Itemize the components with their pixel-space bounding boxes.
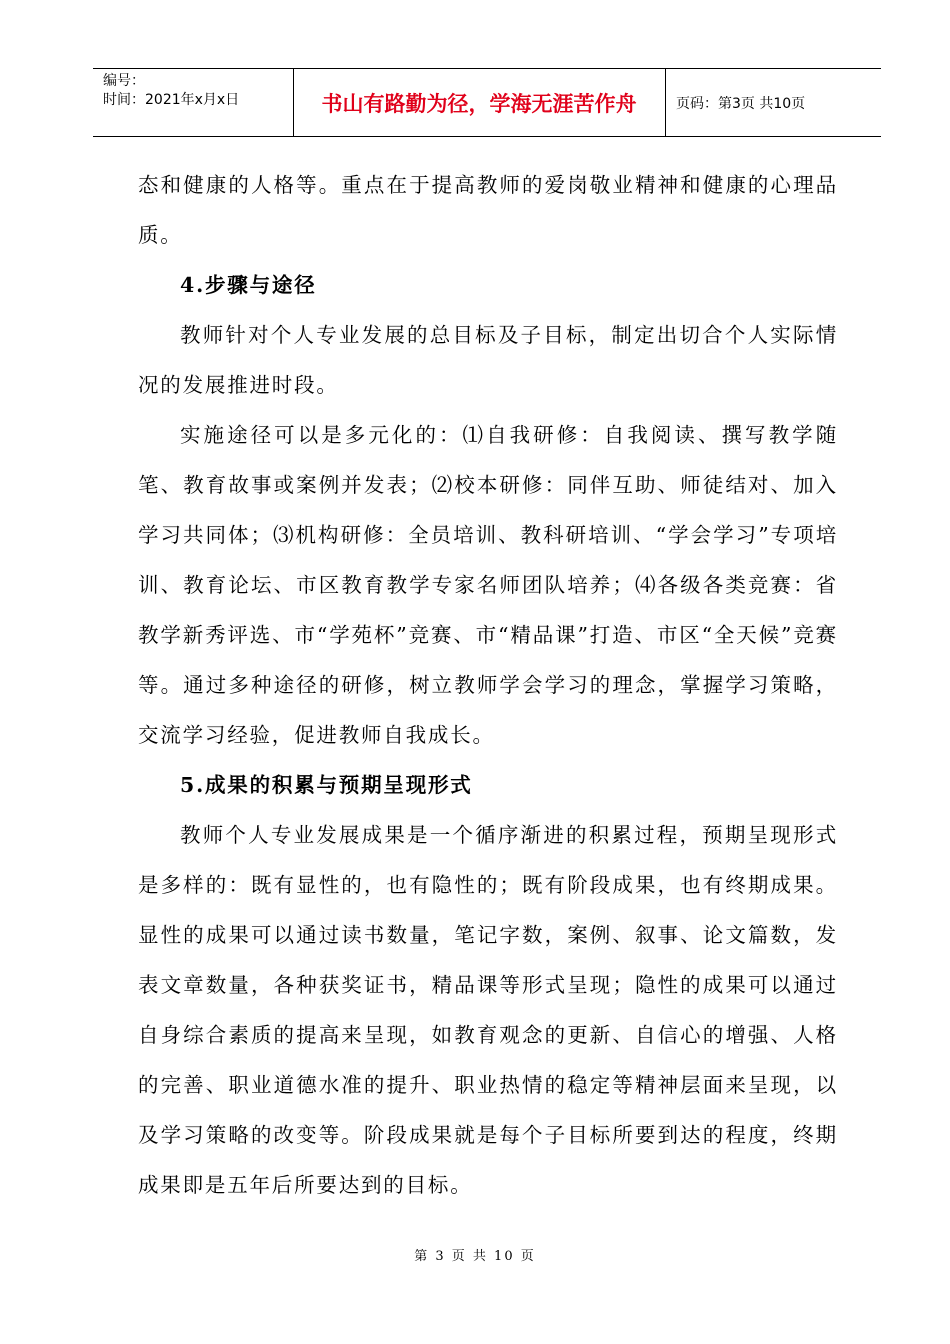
section-heading: 4.步骤与途径 bbox=[180, 273, 317, 297]
page-footer bbox=[0, 1245, 950, 1264]
paragraph: 教师针对个人专业发展的总目标及子目标，制定出切合个人实际情况的发展推进时段。 bbox=[138, 323, 838, 397]
paragraph: 态和健康的人格等。重点在于提高教师的爱岗敬业精神和健康的心理品质。 bbox=[138, 173, 838, 247]
header-meta bbox=[93, 69, 293, 136]
page-header bbox=[93, 68, 881, 137]
document-body bbox=[138, 160, 838, 1210]
paragraph: 教师个人专业发展成果是一个循序渐进的积累过程，预期呈现形式是多样的：既有显性的，也有隐性的；既有阶段成果，也有终期成果。显性的成果可以通过读书数量，笔记字数，案例、叙事、论文篇数，发表文章数量，各种获奖证书，精品课等形式呈现；隐性的成果可以通过自身综合素质的提高来呈现，如教育观念的更新、自信心的增强、人格的完善、职业道德水准的提升、职业热情的稳定等精神层面来呈现，以及学习策略的改变等。阶段成果就是每个子目标所要到达的程度，终期成果即是五年后所要达到的目标。 bbox=[138, 823, 838, 1197]
section-heading: 5.成果的积累与预期呈现形式 bbox=[180, 773, 473, 797]
paragraph: 实施途径可以是多元化的：⑴自我研修：自我阅读、撰写教学随笔、教育故事或案例并发表；⑵校本研修：同伴互助、师徒结对、加入学习共同体；⑶机构研修：全员培训、教科研培训、“学会学习”专项培训、教育论坛、市区教育教学专家名师团队培养；⑷各级各类竞赛：省教学新秀评选、市“学苑杯”竞赛、市“精品课”打造、市区“全天候”竞赛等。通过多种途径的研修，树立教师学会学习的理念，掌握学习策略，交流学习经验，促进教师自我成长。 bbox=[138, 423, 838, 747]
footer-page-number: 第 3 页 共 10 页 bbox=[414, 1249, 536, 1264]
header-motto: 书山有路勤为径，学海无涯苦作舟 bbox=[321, 91, 637, 116]
header-page-info: 页码：第3页 共10页 bbox=[676, 95, 806, 112]
number-label: 编号： bbox=[103, 73, 145, 89]
time-label: 时间：2021年x月x日 bbox=[103, 92, 240, 108]
